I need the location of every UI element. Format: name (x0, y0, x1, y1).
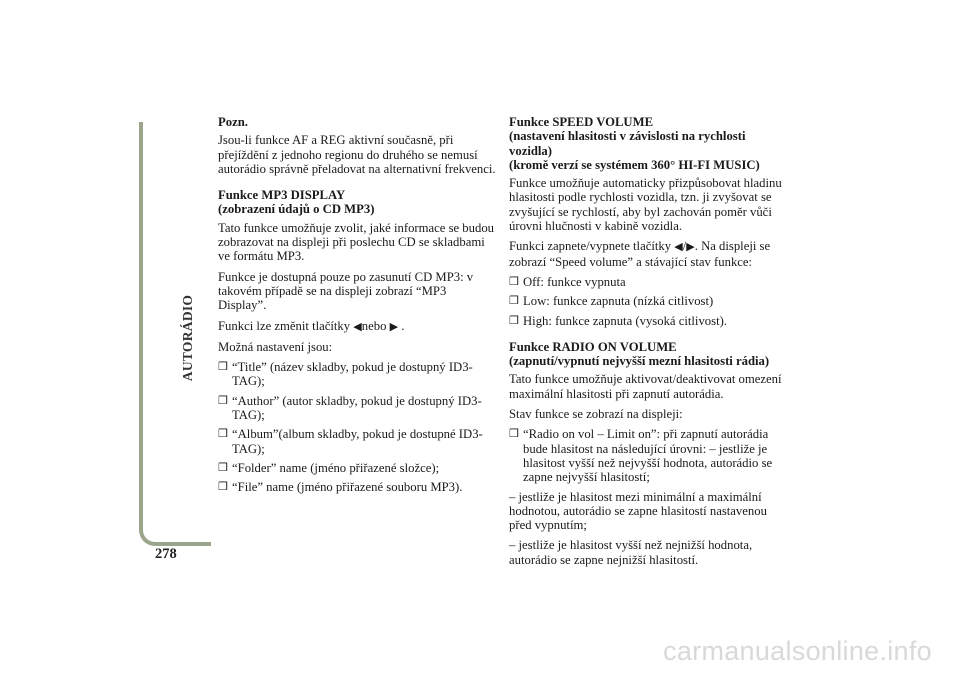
mp3-button-text-1: Funkci lze změnit tlačítky (218, 318, 351, 333)
note-paragraph: Jsou-li funkce AF a REG aktivní současně, při přejíždění z jednoho regionu do druhého se nemusí autorádio správně přeladovat na alternativní frekvenci. (218, 133, 496, 176)
checkbox-bullet-icon: ❒ (218, 428, 228, 441)
radio-on-volume-subheading: (zapnutí/vypnutí nejvyšší mezní hlasitosti rádia) (509, 354, 770, 369)
list-item-text: “Album”(album skladby, pokud je dostupné ID3-TAG); (232, 427, 483, 456)
right-arrow-icon: ▶ (686, 241, 695, 254)
radio-on-volume-heading: Funkce RADIO ON VOLUME (509, 339, 677, 354)
mp3-button-text-3: . (401, 318, 405, 333)
mp3-paragraph-3 (218, 319, 496, 334)
checkbox-bullet-icon: ❒ (218, 394, 228, 407)
list-item-text: “Folder” name (jméno přiřazené složce); (232, 460, 440, 475)
section-label: AUTORÁDIO (180, 294, 195, 382)
mp3-paragraph-1: Tato funkce umožňuje zvolit, jaké informace se budou zobrazovat na displeji při poslechu CD se skladbami ve formátu MP3. (218, 220, 495, 264)
list-item (218, 360, 496, 389)
list-item-text: High: funkce zapnuta (vysoká citlivost). (523, 313, 728, 328)
speed-paragraph-2 (509, 239, 789, 269)
right-arrow-icon: ▶ (389, 320, 399, 333)
mp3-paragraph-2: Funkce je dostupná pouze po zasunutí CD MP3: v takovém případě se na displeji zobrazí “MP3 Display”. (218, 269, 474, 313)
left-arrow-icon: ◀ (353, 320, 362, 333)
speed-button-text-2: / (682, 239, 687, 254)
speed-button-text-1: Funkci zapnete/vypnete tlačítky (509, 239, 672, 254)
speed-volume-heading: Funkce SPEED VOLUME (509, 115, 654, 129)
checkbox-bullet-icon: ❒ (509, 275, 519, 288)
page-number: 278 (155, 546, 177, 562)
radio-paragraph-4: – jestliže je hlasitost vyšší než nejnižší hodnota, autorádio se zapne nejnižší hlasitostí. (509, 538, 753, 567)
watermark: carmanualsonline.info (663, 636, 932, 666)
list-item-text: “File” name (jméno přiřazené souboru MP3). (232, 480, 463, 495)
list-item-text: Low: funkce zapnuta (nízká citlivost) (523, 294, 714, 309)
list-item (218, 480, 496, 494)
list-item (509, 294, 789, 308)
list-item (218, 427, 496, 456)
note-heading: Pozn. (218, 115, 248, 129)
list-item (509, 427, 789, 484)
list-item-text: “Title” (název skladby, pokud je dostupný ID3-TAG); (232, 360, 473, 389)
radio-paragraph-1: Tato funkce umožňuje aktivovat/deaktivovat omezení maximální hlasitosti při zapnutí autorádia. (509, 372, 782, 401)
list-item-text: Off: funkce vypnuta (523, 274, 626, 289)
checkbox-bullet-icon: ❒ (509, 295, 519, 308)
list-item-text: “Author” (autor skladby, pokud je dostupný ID3-TAG); (232, 393, 482, 423)
speed-paragraph-1: Funkce umožňuje automaticky přizpůsobovat hladinu hlasitosti podle rychlosti vozidla, tzn. ji zvyšovat se zvyšující se rychlostí, aby byl zachován poměr vůči úrovni hlučnosti v kabině vozidla. (509, 176, 782, 234)
radio-paragraph-3: – jestliže je hlasitost mezi minimální a maximální hodnotou, autorádio se zapne hlasitostí nastavenou před vypnutím; (509, 489, 767, 533)
mp3-display-subheading: (zobrazení údajů o CD MP3) (218, 202, 375, 217)
list-item (218, 461, 496, 475)
checkbox-bullet-icon: ❒ (509, 314, 519, 327)
checkbox-bullet-icon: ❒ (218, 481, 228, 494)
speed-volume-note: (kromě verzí se systémem 360° HI-FI MUSIC) (509, 157, 760, 172)
list-item (509, 314, 789, 328)
list-item (218, 394, 496, 423)
list-item (509, 275, 789, 289)
right-column (509, 115, 789, 573)
checkbox-bullet-icon: ❒ (218, 361, 228, 374)
left-column (218, 115, 496, 500)
checkbox-bullet-icon: ❒ (509, 428, 519, 441)
speed-volume-subheading: (nastavení hlasitosti v závislosti na rychlosti vozidla) (509, 129, 746, 158)
mp3-display-heading: Funkce MP3 DISPLAY (218, 188, 346, 203)
list-item-text: “Radio on vol – Limit on”: při zapnutí autorádia bude hlasitost na následující úrovni: – jestliže je hlasitost vyšší než nejvyšší hodnota, autorádio se zapne nejvyšší hlasitostí; (523, 427, 773, 485)
settings-intro: Možná nastavení jsou: (218, 339, 333, 354)
checkbox-bullet-icon: ❒ (218, 461, 228, 474)
left-arrow-icon: ◀ (674, 241, 683, 254)
speed-button-text-3: . Na displeji se zobrazí “Speed volume” a stávající stav funkce: (509, 239, 771, 269)
radio-paragraph-2: Stav funkce se zobrazí na displeji: (509, 407, 683, 422)
mp3-button-text-2: nebo (361, 318, 387, 333)
